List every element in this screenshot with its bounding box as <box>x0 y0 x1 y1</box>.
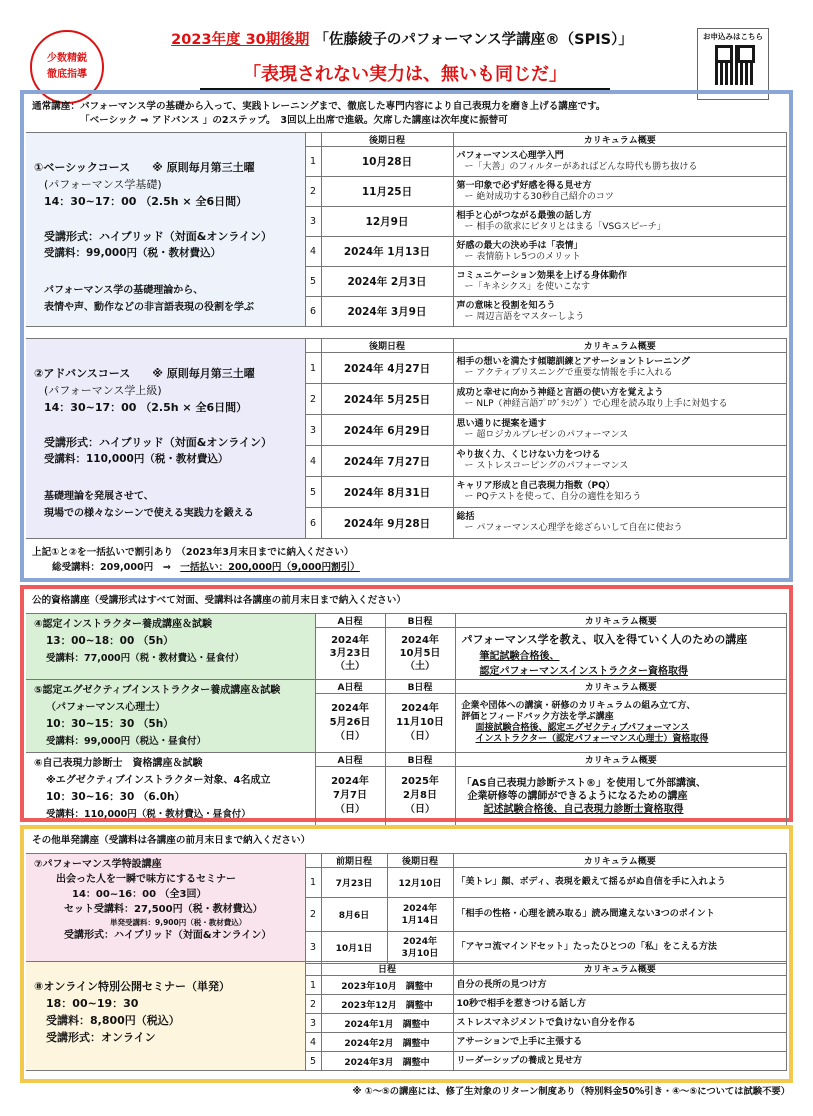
qr-label: お申込みはこちら <box>703 32 763 41</box>
row-number: 2 <box>305 384 321 415</box>
date-weekday: （土） <box>335 661 365 672</box>
curriculum-title: 思い通りに提案を通す <box>456 419 547 429</box>
curriculum-detail: ー PQテストを使って、自分の適性を知ろう <box>464 492 642 502</box>
session-date: 2024年 3月9日 <box>321 297 453 327</box>
curriculum-cell: 「美トレ」顔、ボディ、表現を鍛えて揺るがぬ自信を手に入れよう <box>453 868 787 898</box>
title-course: 「佐藤綾子のパフォーマンス学講座®（SPIS）」 <box>314 32 633 48</box>
online-seminar-table <box>26 961 787 1071</box>
col-second-half: 後期日程 <box>387 854 453 868</box>
curriculum-detail: ー「キネシクス」を使いこなす <box>464 281 591 292</box>
advance-format: 受講形式：ハイブリッド（対面&オンライン） <box>44 436 273 449</box>
date-day: 11月10日 <box>396 717 444 729</box>
col-b-schedule: B日程 <box>385 753 455 767</box>
advance-time: 14：30~17：00 （2.5h × 全6日間） <box>44 401 248 414</box>
date-line: 12月10日 <box>398 879 442 889</box>
online-fee: 受講料：8,800円（税込） <box>46 1014 180 1027</box>
curriculum-line: 面接試験合格後、認定エグゼクティブパフォーマンス <box>475 723 690 734</box>
curriculum-detail: ー「大善」のフィルターがあればどんな時代も勝ち抜ける <box>464 161 698 172</box>
row-number: 3 <box>305 207 321 237</box>
col-a-schedule: A日程 <box>315 753 385 767</box>
col-curriculum: カリキュラム概要 <box>453 854 787 868</box>
special-title: ⑦パフォーマンス学特設講座 <box>34 859 162 870</box>
row-number: 2 <box>305 898 321 932</box>
session-date: 2024年3月 調整中 <box>321 1052 453 1071</box>
col-date: 後期日程 <box>321 339 453 353</box>
advance-desc-2: 現場での様々なシーンで使える実践力を鍛える <box>44 508 254 519</box>
col-a-schedule: A日程 <box>315 680 385 694</box>
curriculum-detail: ー 超ロジカルプレゼンのパフォーマンス <box>464 430 629 440</box>
session-date: 2024年 8月31日 <box>321 477 453 508</box>
row-number: 6 <box>305 508 321 539</box>
date-year: 2024年 <box>401 635 439 646</box>
curriculum-cell <box>453 237 787 267</box>
row-number: 4 <box>305 1033 321 1052</box>
cert-6-curriculum <box>455 767 787 826</box>
special-time: 14：00~16：00 （全3回） <box>72 889 207 900</box>
row-number: 1 <box>305 976 321 995</box>
session-date: 2024年 1月13日 <box>321 237 453 267</box>
curriculum-detail: ー 絶対成功する30秒自己紹介のコツ <box>464 191 614 202</box>
session-date: 2024年 5月25日 <box>321 384 453 415</box>
col-first-half: 前期日程 <box>321 854 387 868</box>
advance-course-table <box>26 338 787 539</box>
curriculum-line: 企業や団体への講演・研修のカリキュラムの組み立て方、 <box>461 701 696 712</box>
session-date: 10月28日 <box>321 147 453 177</box>
return-policy-note: ※ ①～⑤の講座には、修了生対象のリターン制度あり（特別料金50%引き・④～⑤については試験不要） <box>352 1086 790 1097</box>
curriculum-title: 好感の最大の決め手は「表情」 <box>456 240 583 251</box>
cert-6-date-b <box>385 767 455 826</box>
regular-course-section <box>20 90 793 582</box>
basic-course-table <box>26 132 787 327</box>
cert-4-curriculum <box>455 628 787 680</box>
session-date: 11月25日 <box>321 177 453 207</box>
col-b-schedule: B日程 <box>385 680 455 694</box>
session-date: 2024年 4月27日 <box>321 353 453 384</box>
curriculum-title: 相手の想いを満たす傾聴訓練とアサーショントレーニング <box>456 357 690 367</box>
row-number: 4 <box>305 237 321 267</box>
cert-5-subtitle: （パフォーマンス心理士） <box>46 702 166 713</box>
curriculum-line: 筆記試験合格後、 <box>479 650 560 662</box>
col-curriculum: カリキュラム概要 <box>455 753 787 767</box>
session-date: 2024年 9月28日 <box>321 508 453 539</box>
advance-course-info <box>26 339 305 539</box>
date-weekday: （日） <box>405 804 435 816</box>
advance-fee: 受講料：110,000円（税・教材費込） <box>44 453 229 465</box>
qr-code-icon[interactable] <box>715 45 755 85</box>
certification-header: 公的資格講座（受講形式はすべて対面、受講料は各講座の前月末日まで納入ください） <box>32 595 406 606</box>
row-number: 1 <box>305 353 321 384</box>
second-half-date <box>387 868 453 898</box>
session-date: 2024年 7月27日 <box>321 446 453 477</box>
other-seminar-section <box>20 825 793 1083</box>
session-date: 2024年1月 調整中 <box>321 1014 453 1033</box>
curriculum-detail: ー ストレスコーピングのパフォーマンス <box>464 461 629 471</box>
special-format: 受講形式：ハイブリッド（対面&オンライン） <box>64 930 272 941</box>
curriculum-cell <box>453 446 787 477</box>
curriculum-cell <box>453 177 787 207</box>
curriculum-cell: 「アヤコ流マインドセット」たったひとつの「私」をこえる方法 <box>453 932 787 964</box>
curriculum-line: 「AS自己表現力診断テスト®」を使用して外部講演、 <box>461 777 707 789</box>
date-year: 2024年 <box>401 703 439 715</box>
regular-intro-1: 通常講座：パフォーマンス学の基礎から入って、実践トレーニングまで、徹底した専門内容により自己表現力を磨き上げる講座です。 <box>32 101 606 112</box>
curriculum-title: パフォーマンス心理学入門 <box>456 150 564 161</box>
curriculum-cell <box>453 353 787 384</box>
date-day: 5月26日 <box>329 717 371 729</box>
curriculum-cell <box>453 508 787 539</box>
second-half-date <box>387 898 453 932</box>
basic-desc-1: パフォーマンス学の基礎理論から、 <box>44 285 204 296</box>
curriculum-cell: 10秒で相手を惹きつける話し方 <box>453 995 787 1014</box>
curriculum-line: 企業研修等の講師ができるようになるための講座 <box>467 790 688 802</box>
online-title: ⑧オンライン特別公開セミナー（単発） <box>34 980 230 993</box>
lump-sum-fee: 一括払い：200,000円（9,000円割引） <box>180 562 360 573</box>
col-date: 後期日程 <box>321 133 453 147</box>
badge-line-1: 少数精鋭 <box>47 53 87 64</box>
online-seminar-info <box>26 962 305 1071</box>
curriculum-cell <box>453 415 787 446</box>
advance-subtitle: (パフォーマンス学上級) <box>44 384 162 397</box>
first-half-date: 8月6日 <box>321 898 387 932</box>
cert-6-info <box>26 753 315 826</box>
curriculum-line: 認定パフォーマンスインストラクター資格取得 <box>479 665 688 677</box>
curriculum-title: キャリア形成と自己表現力指数（PQ） <box>456 481 615 491</box>
date-day: 3月23日 <box>329 648 371 659</box>
col-curriculum: カリキュラム概要 <box>455 680 787 694</box>
date-year: 2024年 <box>331 635 369 646</box>
cert-4-info <box>26 614 315 680</box>
advance-desc-1: 基礎理論を発展させて、 <box>44 491 154 502</box>
curriculum-cell: 「相手の性格・心理を読み取る」読み間違えない3つのポイント <box>453 898 787 932</box>
second-half-date <box>387 932 453 964</box>
curriculum-detail: ー NLP（神経言語ﾌﾟﾛｸﾞﾗﾐﾝｸﾞ）で心理を読み取り上手に対処する <box>464 399 728 409</box>
basic-format: 受講形式：ハイブリッド（対面&オンライン） <box>44 230 273 243</box>
col-date: 日程 <box>321 962 453 976</box>
curriculum-cell: アサーションで上手に主張する <box>453 1033 787 1052</box>
curriculum-cell <box>453 147 787 177</box>
cert-4-time: 13：00~18：00 （5h） <box>46 635 174 647</box>
curriculum-line: インストラクター（認定パフォーマンス心理士）資格取得 <box>475 734 709 745</box>
date-weekday: （日） <box>405 731 435 743</box>
bundle-price <box>52 561 360 575</box>
cert-4-date-b <box>385 628 455 680</box>
cert-5-date-b <box>385 694 455 753</box>
session-date: 2023年12月 調整中 <box>321 995 453 1014</box>
curriculum-cell <box>453 384 787 415</box>
curriculum-cell: 自分の長所の見つけ方 <box>453 976 787 995</box>
special-seminar-info <box>26 854 305 964</box>
curriculum-cell <box>453 267 787 297</box>
curriculum-line: 評価とフィードバック方法を学ぶ講座 <box>461 712 614 723</box>
curriculum-detail: ー 表情筋トレ5つのメリット <box>464 251 581 262</box>
curriculum-title: 声の意味と役割を知ろう <box>456 300 556 311</box>
cert-4-title: ④認定インストラクター養成講座＆試験 <box>34 619 212 630</box>
curriculum-title: 総括 <box>456 512 475 522</box>
basic-time: 14：30~17：00 （2.5h × 全6日間） <box>44 195 248 208</box>
special-single-fee: 単発受講料：9,900円（税・教材費込） <box>110 918 247 927</box>
special-seminar-table <box>26 853 787 964</box>
basic-title: ①ベーシックコース ※ 原則毎月第三土曜 <box>34 161 255 174</box>
curriculum-title: 第一印象で必ず好感を得る見せ方 <box>456 180 592 191</box>
cert-5-info <box>26 680 315 753</box>
row-number: 2 <box>305 177 321 207</box>
date-weekday: （日） <box>335 804 365 816</box>
cert-5-fee: 受講料：99,000円（税込・昼食付） <box>46 736 207 747</box>
date-year: 2025年 <box>401 776 439 788</box>
row-number: 1 <box>305 868 321 898</box>
date-year: 2024年 <box>331 776 369 788</box>
cert-6-title: ⑥自己表現力診断士 資格講座＆試験 <box>34 758 203 769</box>
row-number: 2 <box>305 995 321 1014</box>
curriculum-detail: ー パフォーマンス心理学を総ざらいして自在に使おう <box>464 523 683 533</box>
session-date: 2024年 6月29日 <box>321 415 453 446</box>
date-year: 2024年 <box>331 703 369 715</box>
col-curriculum: カリキュラム概要 <box>453 133 787 147</box>
online-time: 18：00~19：30 <box>46 997 139 1010</box>
row-number: 4 <box>305 446 321 477</box>
cert-5-curriculum <box>455 694 787 753</box>
curriculum-detail: ー 周辺言語をマスターしよう <box>464 311 585 322</box>
bundle-discount-note: 上記①と②を一括払いで割引あり （2023年3月末日までに納入ください） <box>32 547 354 558</box>
page-subtitle: 「表現されない実力は、無いも同じだ」 <box>200 60 610 90</box>
col-b-schedule: B日程 <box>385 614 455 628</box>
regular-intro-2: 「ベーシック ⇒ アドバンス 」の2ステップ。 3回以上出席で進級。欠席した講座は次年度に振替可 <box>80 115 508 126</box>
date-line: 2024年 <box>402 936 438 947</box>
certification-table <box>26 613 787 826</box>
curriculum-detail: ー 相手の欲求にピタリとはまる「VSGスピーチ」 <box>464 221 666 232</box>
session-date: 2023年10月 調整中 <box>321 976 453 995</box>
cert-6-note: ※エグゼクティブインストラクター対象、4名成立 <box>46 775 271 786</box>
row-number: 3 <box>305 932 321 964</box>
date-weekday: （日） <box>335 731 365 743</box>
row-number: 5 <box>305 1052 321 1071</box>
total-fee: 総受講料：209,000円 ⇒ <box>52 562 171 573</box>
badge-line-2: 徹底指導 <box>47 69 87 80</box>
curriculum-cell <box>453 477 787 508</box>
cert-6-time: 10：30~16：30 （6.0h） <box>46 791 185 803</box>
basic-subtitle: (パフォーマンス学基礎) <box>44 178 162 191</box>
curriculum-title: 相手と心がつながる最強の話し方 <box>456 210 592 221</box>
date-day: 10月5日 <box>399 648 441 659</box>
col-a-schedule: A日程 <box>315 614 385 628</box>
basic-course-info <box>26 133 305 327</box>
curriculum-line: パフォーマンス学を教え、収入を得ていく人のための講座 <box>461 632 748 646</box>
curriculum-line: 記述試験合格後、自己表現力診断士資格取得 <box>483 803 684 815</box>
cert-4-date-a <box>315 628 385 680</box>
cert-6-date-a <box>315 767 385 826</box>
basic-fee: 受講料：99,000円（税・教材費込） <box>44 247 222 259</box>
row-number: 3 <box>305 415 321 446</box>
session-date: 12月9日 <box>321 207 453 237</box>
date-line: 2024年 <box>402 903 438 914</box>
date-weekday: （土） <box>405 661 435 672</box>
cert-6-fee: 受講料：110,000円（税・教材費込・昼食付） <box>46 809 251 820</box>
advance-title: ②アドバンスコース ※ 原則毎月第三土曜 <box>34 367 255 380</box>
row-number: 5 <box>305 477 321 508</box>
curriculum-title: やり抜く力、くじけない力をつける <box>456 450 601 460</box>
curriculum-cell: リーダーシップの養成と見せ方 <box>453 1052 787 1071</box>
date-day: 2月8日 <box>403 790 437 802</box>
special-set-fee: セット受講料：27,500円（税・教材費込） <box>64 904 263 915</box>
page-title <box>112 28 692 49</box>
curriculum-cell <box>453 207 787 237</box>
date-line: 1月14日 <box>401 915 439 926</box>
first-half-date: 10月1日 <box>321 932 387 964</box>
cert-5-date-a <box>315 694 385 753</box>
col-curriculum: カリキュラム概要 <box>453 339 787 353</box>
session-date: 2024年 2月3日 <box>321 267 453 297</box>
online-format: 受講形式：オンライン <box>46 1031 156 1044</box>
curriculum-cell <box>453 297 787 327</box>
special-subtitle: 出会った人を一瞬で味方にするセミナー <box>56 874 236 885</box>
other-header: その他単発講座（受講料は各講座の前月末日まで納入ください） <box>32 835 311 846</box>
basic-desc-2: 表情や声、動作などの非言語表現の役割を学ぶ <box>44 302 254 313</box>
date-line: 3月10日 <box>401 948 439 959</box>
row-number: 6 <box>305 297 321 327</box>
cert-5-title: ⑤認定エグゼクティブインストラクター養成講座＆試験 <box>34 685 281 696</box>
row-number: 5 <box>305 267 321 297</box>
session-date: 2024年2月 調整中 <box>321 1033 453 1052</box>
curriculum-title: 成功と幸せに向かう神経と言語の使い方を覚えよう <box>456 388 664 398</box>
cert-5-time: 10：30~15：30 （5h） <box>46 718 174 730</box>
curriculum-cell: ストレスマネジメントで負けない自分を作る <box>453 1014 787 1033</box>
curriculum-detail: ー アクティブリスニングで重要な情報を手に入れる <box>464 368 673 378</box>
cert-4-fee: 受講料：77,000円（税・教材費込・昼食付） <box>46 653 245 664</box>
date-day: 7月7日 <box>333 790 367 802</box>
col-curriculum: カリキュラム概要 <box>453 962 787 976</box>
certification-section <box>20 585 793 822</box>
col-curriculum: カリキュラム概要 <box>455 614 787 628</box>
row-number: 1 <box>305 147 321 177</box>
title-term: 2023年度 30期後期 <box>171 32 310 48</box>
first-half-date: 7月23日 <box>321 868 387 898</box>
curriculum-title: コミュニケーション効果を上げる身体動作 <box>456 270 627 281</box>
row-number: 3 <box>305 1014 321 1033</box>
